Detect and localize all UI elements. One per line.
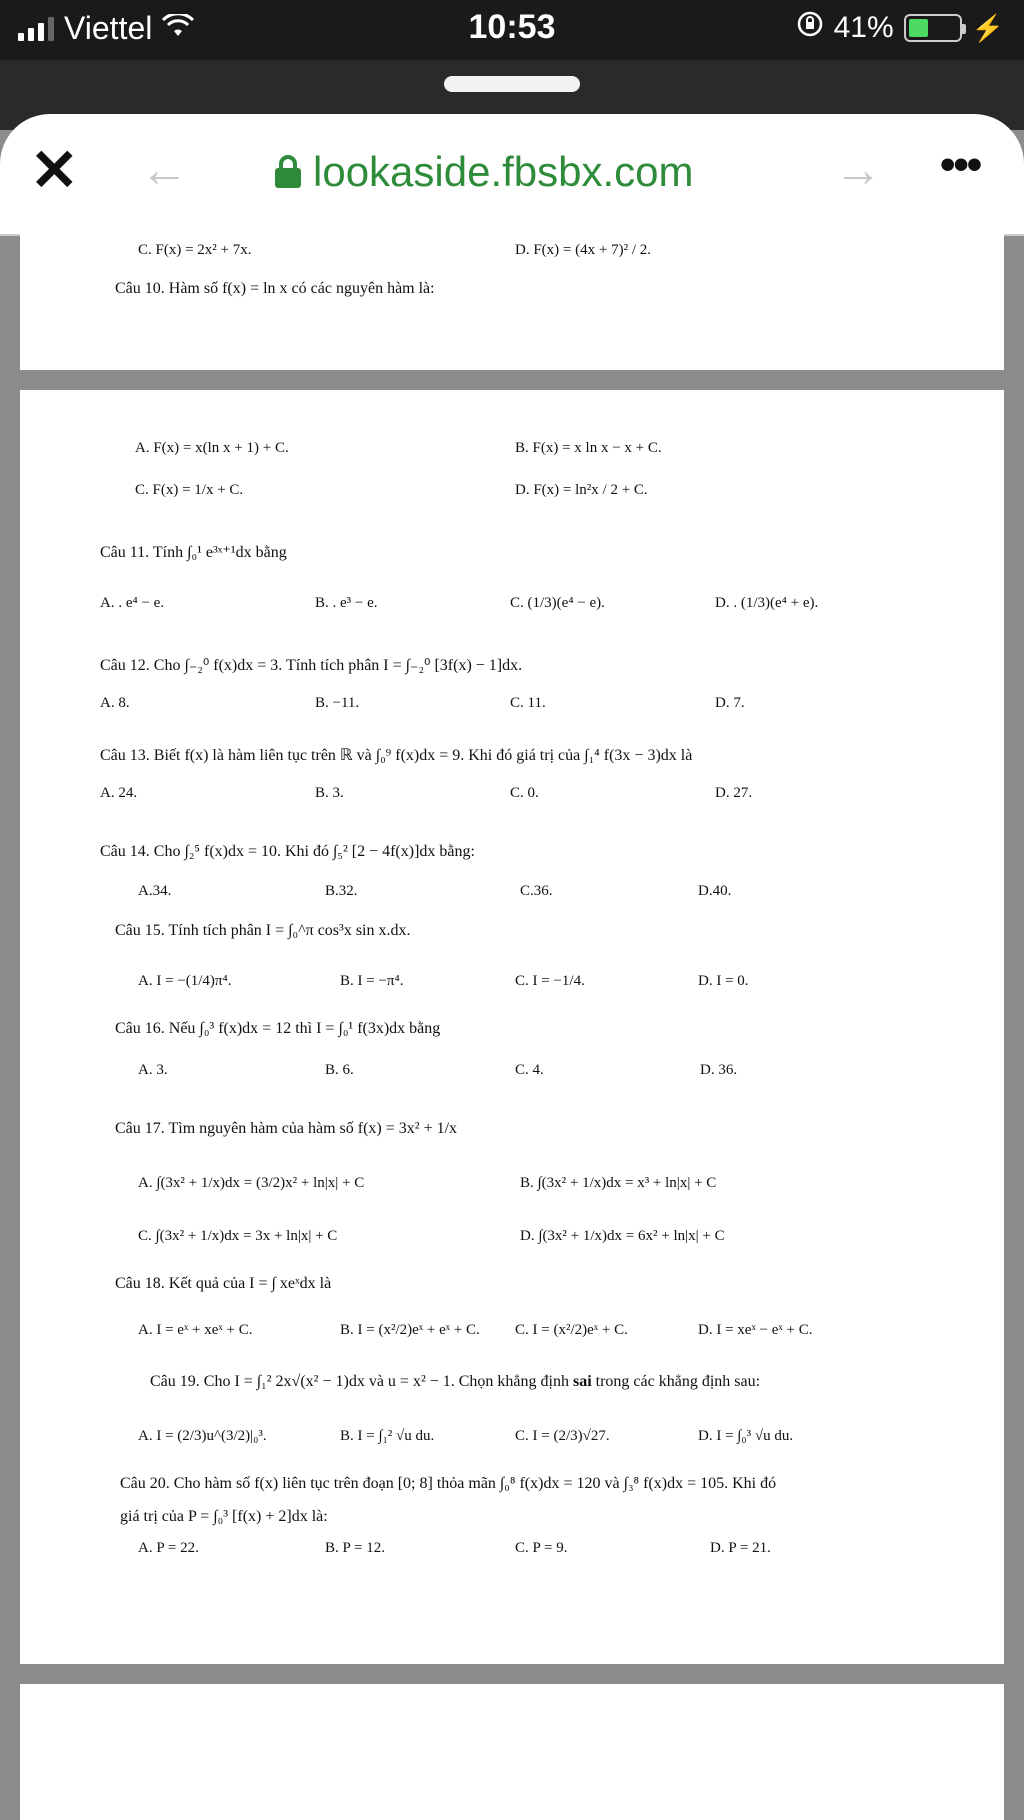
more-icon: •••: [940, 140, 981, 189]
battery-percent: 41%: [833, 11, 894, 44]
q13-option-b: B. 3.: [315, 785, 344, 801]
carrier-name: Viettel: [64, 10, 153, 46]
q9-option-d: D. F(x) = (4x + 7)² / 2.: [515, 242, 651, 258]
question-12: Câu 12. Cho ∫₋₂⁰ f(x)dx = 3. Tính tích phân I = ∫₋₂⁰ [3f(x) − 1]dx.: [100, 657, 523, 674]
forward-arrow-icon: →: [834, 144, 882, 197]
question-19-text-end: trong các khẳng định sau:: [591, 1373, 761, 1390]
close-icon: ✕: [30, 138, 79, 203]
q17-option-a: A. ∫(3x² + 1/x)dx = (3/2)x² + ln|x| + C: [138, 1175, 365, 1191]
q12-option-d: D. 7.: [715, 695, 745, 711]
clock: 10:53: [468, 8, 556, 46]
forward-button[interactable]: [834, 146, 882, 196]
q13-option-c: C. 0.: [510, 785, 539, 801]
question-18: Câu 18. Kết quả của I = ∫ xeˣdx là: [115, 1275, 332, 1292]
charging-icon: ⚡: [971, 12, 1004, 43]
question-19-text: Câu 19. Cho I = ∫₁² 2x√(x² − 1)dx và u = x² − 1. Chọn khẳng định: [150, 1373, 573, 1390]
q18-option-a: A. I = eˣ + xeˣ + C.: [138, 1322, 253, 1338]
q19-option-c: C. I = (2/3)√27.: [515, 1428, 610, 1444]
question-11: Câu 11. Tính ∫₀¹ e³ˣ⁺¹dx bằng: [100, 544, 287, 561]
q16-option-d: D. 36.: [700, 1062, 738, 1078]
q15-option-d: D. I = 0.: [698, 973, 749, 989]
q12-option-c: C. 11.: [510, 695, 546, 711]
url-display[interactable]: [275, 148, 694, 196]
q13-option-a: A. 24.: [100, 785, 138, 801]
q12-option-b: B. −11.: [315, 695, 360, 711]
q10-option-a: A. F(x) = x(ln x + 1) + C.: [135, 440, 289, 456]
q20-option-d: D. P = 21.: [710, 1540, 771, 1556]
q11-option-b: B. . e³ − e.: [315, 595, 378, 611]
q11-option-c: C. (1/3)(e⁴ − e).: [510, 595, 605, 611]
q16-option-b: B. 6.: [325, 1062, 354, 1078]
q20-option-b: B. P = 12.: [325, 1540, 385, 1556]
close-button[interactable]: [30, 138, 79, 203]
q14-option-a: A.34.: [138, 883, 172, 899]
q10-option-c: C. F(x) = 1/x + C.: [135, 482, 244, 498]
more-button[interactable]: [940, 140, 980, 190]
q14-option-d: D.40.: [698, 883, 732, 899]
question-19: [150, 1373, 760, 1391]
status-bar: [0, 0, 1024, 60]
q15-option-c: C. I = −1/4.: [515, 973, 585, 989]
q19-option-b: B. I = ∫₁² √u du.: [340, 1428, 435, 1444]
q12-option-a: A. 8.: [100, 695, 130, 711]
q17-option-d: D. ∫(3x² + 1/x)dx = 6x² + ln|x| + C: [520, 1228, 725, 1244]
sheet-grabber[interactable]: [444, 76, 580, 92]
q13-option-d: D. 27.: [715, 785, 753, 801]
q17-option-b: B. ∫(3x² + 1/x)dx = x³ + ln|x| + C: [520, 1175, 717, 1191]
q18-option-b: B. I = (x²/2)eˣ + eˣ + C.: [340, 1322, 480, 1338]
document-page: [20, 234, 1004, 370]
status-right: [796, 10, 1004, 46]
question-20: Câu 20. Cho hàm số f(x) liên tục trên đoạn [0; 8] thỏa mãn ∫₀⁸ f(x)dx = 120 và ∫₃⁸ f(x)dx = 105. Khi đó: [120, 1475, 777, 1492]
q18-option-d: D. I = xeˣ − eˣ + C.: [698, 1322, 813, 1338]
q19-option-a: A. I = (2/3)u^(3/2)|₀³.: [138, 1428, 267, 1444]
q11-option-d: D. . (1/3)(e⁴ + e).: [715, 595, 819, 611]
back-button[interactable]: [140, 146, 188, 196]
question-13: Câu 13. Biết f(x) là hàm liên tục trên ℝ và ∫₀⁹ f(x)dx = 9. Khi đó giá trị của ∫₁⁴ f(3x − 3)dx là: [100, 747, 693, 764]
document-page: [20, 1684, 1004, 1820]
question-19-emphasis: sai: [572, 1373, 592, 1390]
q16-option-a: A. 3.: [138, 1062, 168, 1078]
q19-option-d: D. I = ∫₀³ √u du.: [698, 1428, 794, 1444]
q17-option-c: C. ∫(3x² + 1/x)dx = 3x + ln|x| + C: [138, 1228, 338, 1244]
browser-toolbar: [0, 114, 1024, 234]
url-text: lookaside.fbsbx.com: [313, 148, 694, 195]
question-17: Câu 17. Tìm nguyên hàm của hàm số f(x) = 3x² + 1/x: [115, 1120, 458, 1137]
question-15: Câu 15. Tính tích phân I = ∫₀^π cos³x sin x.dx.: [115, 922, 411, 939]
q20-option-c: C. P = 9.: [515, 1540, 568, 1556]
q9-option-c: C. F(x) = 2x² + 7x.: [138, 242, 252, 258]
q10-option-d: D. F(x) = ln²x / 2 + C.: [515, 482, 648, 498]
q20-option-a: A. P = 22.: [138, 1540, 199, 1556]
back-arrow-icon: ←: [140, 144, 188, 197]
q16-option-c: C. 4.: [515, 1062, 544, 1078]
question-10: Câu 10. Hàm số f(x) = ln x có các nguyên hàm là:: [115, 280, 435, 297]
q11-option-a: A. . e⁴ − e.: [100, 595, 165, 611]
question-16: Câu 16. Nếu ∫₀³ f(x)dx = 12 thì I = ∫₀¹ f(3x)dx bằng: [115, 1020, 441, 1037]
battery-icon: [904, 14, 962, 42]
q10-option-b: B. F(x) = x ln x − x + C.: [515, 440, 662, 456]
q18-option-c: C. I = (x²/2)eˣ + C.: [515, 1322, 628, 1338]
document-page: [20, 390, 1004, 1664]
q14-option-c: C.36.: [520, 883, 553, 899]
q14-option-b: B.32.: [325, 883, 358, 899]
question-20-line2: giá trị của P = ∫₀³ [f(x) + 2]dx là:: [120, 1508, 328, 1525]
question-14: Câu 14. Cho ∫₂⁵ f(x)dx = 10. Khi đó ∫₅² [2 − 4f(x)]dx bằng:: [100, 843, 475, 860]
lock-icon: [275, 155, 301, 189]
q15-option-b: B. I = −π⁴.: [340, 973, 404, 989]
q15-option-a: A. I = −(1/4)π⁴.: [138, 973, 232, 989]
rotation-lock-icon: [796, 10, 824, 46]
